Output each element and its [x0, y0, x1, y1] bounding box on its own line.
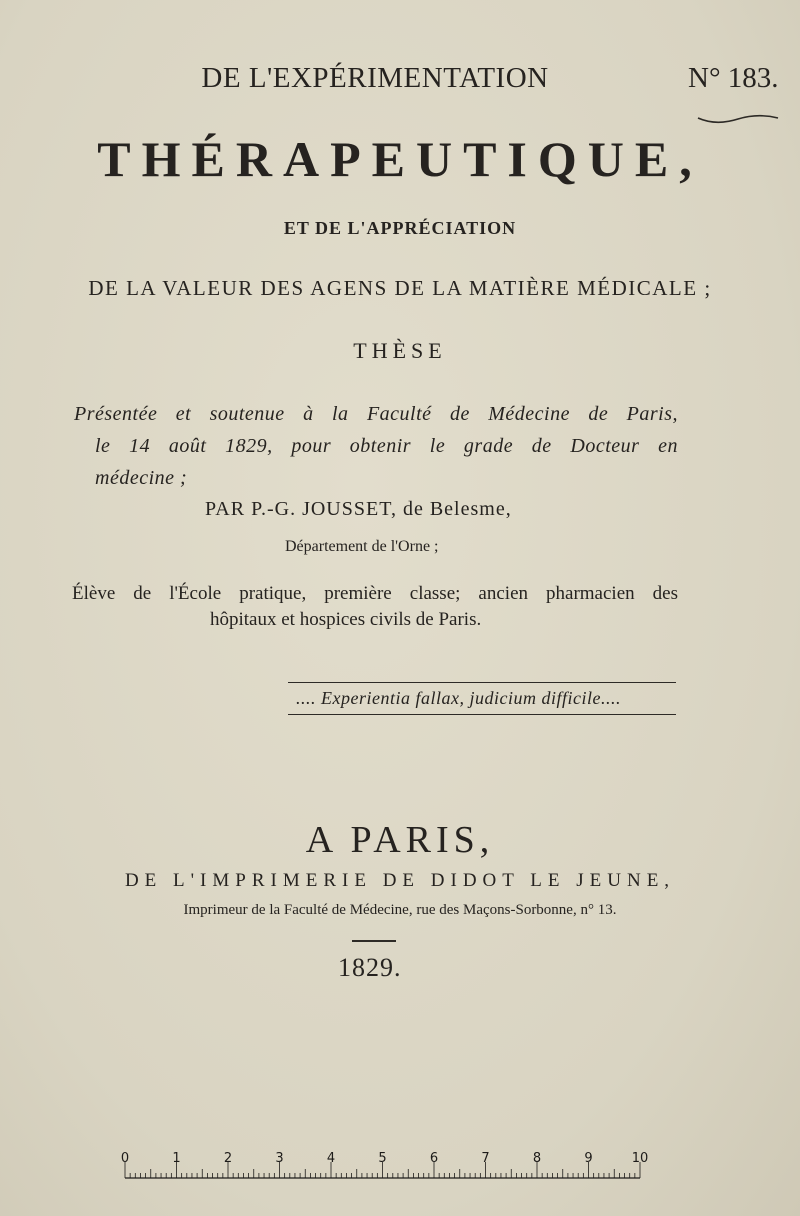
ruler-label: 10: [631, 1151, 649, 1166]
ruler-label: 2: [223, 1151, 233, 1166]
department-line: Département de l'Orne ;: [285, 538, 439, 555]
credentials-line-1: Élève de l'École pratique, première classe; ancien pharmacien des: [72, 583, 678, 604]
epigraph-rule-bottom: [288, 714, 676, 715]
ruler-label: 9: [584, 1151, 593, 1166]
imprint-city: A PARIS,: [305, 819, 495, 861]
ruler-label: 1: [172, 1151, 181, 1166]
ruler-label: 0: [120, 1151, 130, 1166]
ruler-label: 4: [326, 1151, 336, 1166]
author-line: PAR P.-G. JOUSSET, de Belesme,: [205, 498, 512, 520]
ruler-label: 3: [275, 1151, 284, 1166]
main-title: THÉRAPEUTIQUE,: [97, 131, 703, 187]
presentation-line-1: Présentée et soutenue à la Faculté de Médecine de Paris,: [74, 403, 678, 425]
publication-year: 1829.: [338, 953, 402, 982]
year-rule: [352, 940, 396, 942]
presentation-line-3: médecine ;: [95, 467, 188, 489]
subtitle-line-2: DE LA VALEUR DES AGENS DE LA MATIÈRE MÉDICALE ;: [88, 276, 712, 300]
ruler-label: 8: [532, 1151, 542, 1166]
credentials-line-2: hôpitaux et hospices civils de Paris.: [210, 609, 482, 630]
imprint-address: Imprimeur de la Faculté de Médecine, rue des Maçons-Sorbonne, n° 13.: [183, 902, 617, 918]
heading-line: DE L'EXPÉRIMENTATION: [201, 62, 549, 94]
imprint-printer: DE L'IMPRIMERIE DE DIDOT LE JEUNE,: [124, 870, 676, 891]
ornament-swash-icon: [696, 112, 780, 126]
scale-ruler: [110, 1148, 650, 1184]
ruler-label: 6: [429, 1151, 439, 1166]
ruler-labels: [121, 1151, 648, 1166]
ruler-label: 5: [378, 1151, 387, 1166]
epigraph: .... Experientia fallax, judicium difficile....: [296, 688, 621, 708]
epigraph-rule-top: [288, 682, 676, 683]
subtitle-line-1: ET DE L'APPRÉCIATION: [283, 218, 517, 238]
presentation-line-2: le 14 août 1829, pour obtenir le grade de Docteur en: [95, 435, 678, 457]
ruler-label: 7: [481, 1151, 490, 1166]
document-number: N° 183.: [688, 62, 779, 94]
thesis-label: THÈSE: [353, 338, 447, 363]
